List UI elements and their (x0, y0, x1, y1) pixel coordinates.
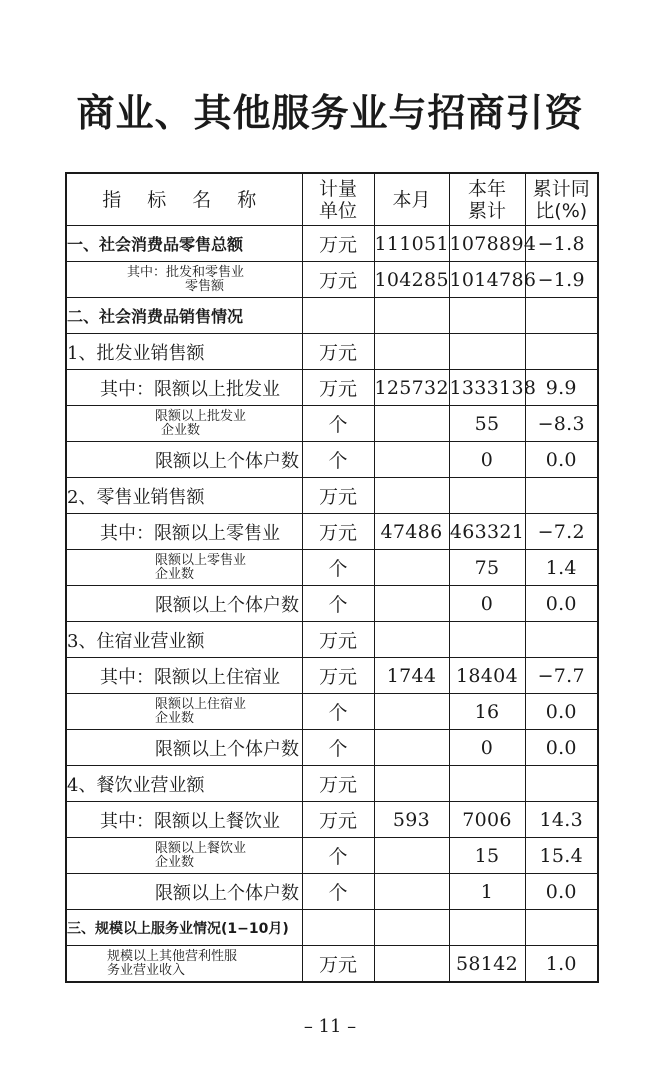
row-month (374, 910, 449, 946)
row-unit: 万元 (302, 478, 374, 514)
row-unit: 万元 (302, 802, 374, 838)
table-row (66, 622, 598, 658)
row-yoy: −1.8 (525, 226, 598, 262)
row-cumulative (449, 334, 525, 370)
row-cumulative: 15 (449, 838, 525, 874)
row-unit: 万元 (302, 658, 374, 694)
row-unit: 万元 (302, 226, 374, 262)
row-cumulative: 7006 (449, 802, 525, 838)
row-cumulative: 1014786 (449, 262, 525, 298)
table-row (66, 658, 598, 694)
row-yoy: 0.0 (525, 874, 598, 910)
row-name: 2、零售业销售额 (66, 478, 302, 514)
row-cumulative: 0 (449, 730, 525, 766)
row-unit: 个 (302, 874, 374, 910)
row-yoy (525, 298, 598, 334)
row-yoy (525, 334, 598, 370)
row-yoy: 0.0 (525, 730, 598, 766)
table-row (66, 802, 598, 838)
row-yoy: 1.0 (525, 946, 598, 983)
row-cumulative: 55 (449, 406, 525, 442)
header-cumulative: 本年 累计 (449, 173, 525, 226)
row-month (374, 334, 449, 370)
row-unit: 个 (302, 442, 374, 478)
row-yoy (525, 622, 598, 658)
row-month (374, 298, 449, 334)
row-name: 一、社会消费品零售总额 (66, 226, 302, 262)
row-name: 其中：限额以上零售业 (66, 514, 302, 550)
row-yoy: −7.7 (525, 658, 598, 694)
row-cumulative (449, 910, 525, 946)
row-name: 限额以上批发业 企业数 (66, 406, 302, 442)
table-row (66, 874, 598, 910)
row-cumulative: 1078894 (449, 226, 525, 262)
row-unit (302, 910, 374, 946)
row-unit: 个 (302, 550, 374, 586)
row-unit: 万元 (302, 622, 374, 658)
header-indicator-name: 指 标 名 称 (66, 173, 302, 226)
table-row (66, 370, 598, 406)
table-row (66, 550, 598, 586)
row-yoy: −8.3 (525, 406, 598, 442)
row-unit: 万元 (302, 334, 374, 370)
row-yoy: 14.3 (525, 802, 598, 838)
row-unit: 万元 (302, 766, 374, 802)
row-yoy (525, 910, 598, 946)
row-unit: 个 (302, 694, 374, 730)
table-row (66, 226, 598, 262)
table-row (66, 694, 598, 730)
row-yoy: 0.0 (525, 586, 598, 622)
row-month (374, 622, 449, 658)
table-row (66, 910, 598, 946)
row-cumulative: 58142 (449, 946, 525, 983)
row-name: 其中：限额以上批发业 (66, 370, 302, 406)
header-month: 本月 (374, 173, 449, 226)
row-month: 104285 (374, 262, 449, 298)
row-month (374, 766, 449, 802)
table-row (66, 334, 598, 370)
row-unit: 个 (302, 730, 374, 766)
table-row (66, 442, 598, 478)
row-cumulative: 0 (449, 586, 525, 622)
row-name: 其中：限额以上餐饮业 (66, 802, 302, 838)
row-name: 其中：限额以上住宿业 (66, 658, 302, 694)
row-name: 二、社会消费品销售情况 (66, 298, 302, 334)
row-yoy: 1.4 (525, 550, 598, 586)
row-name: 限额以上个体户数 (66, 586, 302, 622)
header-unit: 计量 单位 (302, 173, 374, 226)
row-month: 1744 (374, 658, 449, 694)
row-cumulative: 75 (449, 550, 525, 586)
row-name: 限额以上个体户数 (66, 874, 302, 910)
row-month (374, 442, 449, 478)
row-month: 125732 (374, 370, 449, 406)
table-header-row (66, 173, 598, 226)
row-name: 4、餐饮业营业额 (66, 766, 302, 802)
row-month (374, 874, 449, 910)
row-yoy: 0.0 (525, 442, 598, 478)
statistics-table (65, 172, 599, 983)
row-unit (302, 298, 374, 334)
row-unit: 万元 (302, 946, 374, 983)
row-cumulative (449, 766, 525, 802)
row-month (374, 406, 449, 442)
row-name: 三、规模以上服务业情况(1−10月) (66, 910, 302, 946)
row-cumulative: 1 (449, 874, 525, 910)
row-unit: 个 (302, 586, 374, 622)
row-month: 593 (374, 802, 449, 838)
row-name: 限额以上零售业 企业数 (66, 550, 302, 586)
row-name: 其中：批发和零售业 零售额 (66, 262, 302, 298)
row-cumulative: 0 (449, 442, 525, 478)
row-yoy: 15.4 (525, 838, 598, 874)
row-month (374, 478, 449, 514)
table-row (66, 262, 598, 298)
row-name: 限额以上住宿业 企业数 (66, 694, 302, 730)
row-cumulative: 1333138 (449, 370, 525, 406)
row-month (374, 838, 449, 874)
row-name: 限额以上个体户数 (66, 442, 302, 478)
row-month: 47486 (374, 514, 449, 550)
row-name: 3、住宿业营业额 (66, 622, 302, 658)
row-name: 规模以上其他营利性服 务业营业收入 (66, 946, 302, 983)
row-unit: 万元 (302, 262, 374, 298)
table-row (66, 406, 598, 442)
row-month: 111051 (374, 226, 449, 262)
row-name: 1、批发业销售额 (66, 334, 302, 370)
row-yoy: −7.2 (525, 514, 598, 550)
row-cumulative (449, 478, 525, 514)
table-row (66, 838, 598, 874)
row-unit: 个 (302, 838, 374, 874)
row-yoy: 9.9 (525, 370, 598, 406)
page-number: – 11 – (303, 1016, 357, 1037)
row-name: 限额以上个体户数 (66, 730, 302, 766)
table-row (66, 478, 598, 514)
row-cumulative: 18404 (449, 658, 525, 694)
row-month (374, 550, 449, 586)
row-unit: 万元 (302, 514, 374, 550)
header-yoy-percent: 累计同 比(%) (525, 173, 598, 226)
row-yoy: 0.0 (525, 694, 598, 730)
row-unit: 万元 (302, 370, 374, 406)
table-row (66, 946, 598, 983)
page-title: 商业、其他服务业与招商引资 (76, 90, 584, 135)
row-unit: 个 (302, 406, 374, 442)
table-row (66, 766, 598, 802)
row-name: 限额以上餐饮业 企业数 (66, 838, 302, 874)
row-yoy: −1.9 (525, 262, 598, 298)
table-row (66, 514, 598, 550)
row-yoy (525, 478, 598, 514)
row-month (374, 694, 449, 730)
table-row (66, 730, 598, 766)
row-cumulative (449, 622, 525, 658)
row-month (374, 946, 449, 983)
row-yoy (525, 766, 598, 802)
row-cumulative: 16 (449, 694, 525, 730)
row-cumulative: 463321 (449, 514, 525, 550)
row-month (374, 730, 449, 766)
table-row (66, 586, 598, 622)
table-row (66, 298, 598, 334)
row-month (374, 586, 449, 622)
row-cumulative (449, 298, 525, 334)
